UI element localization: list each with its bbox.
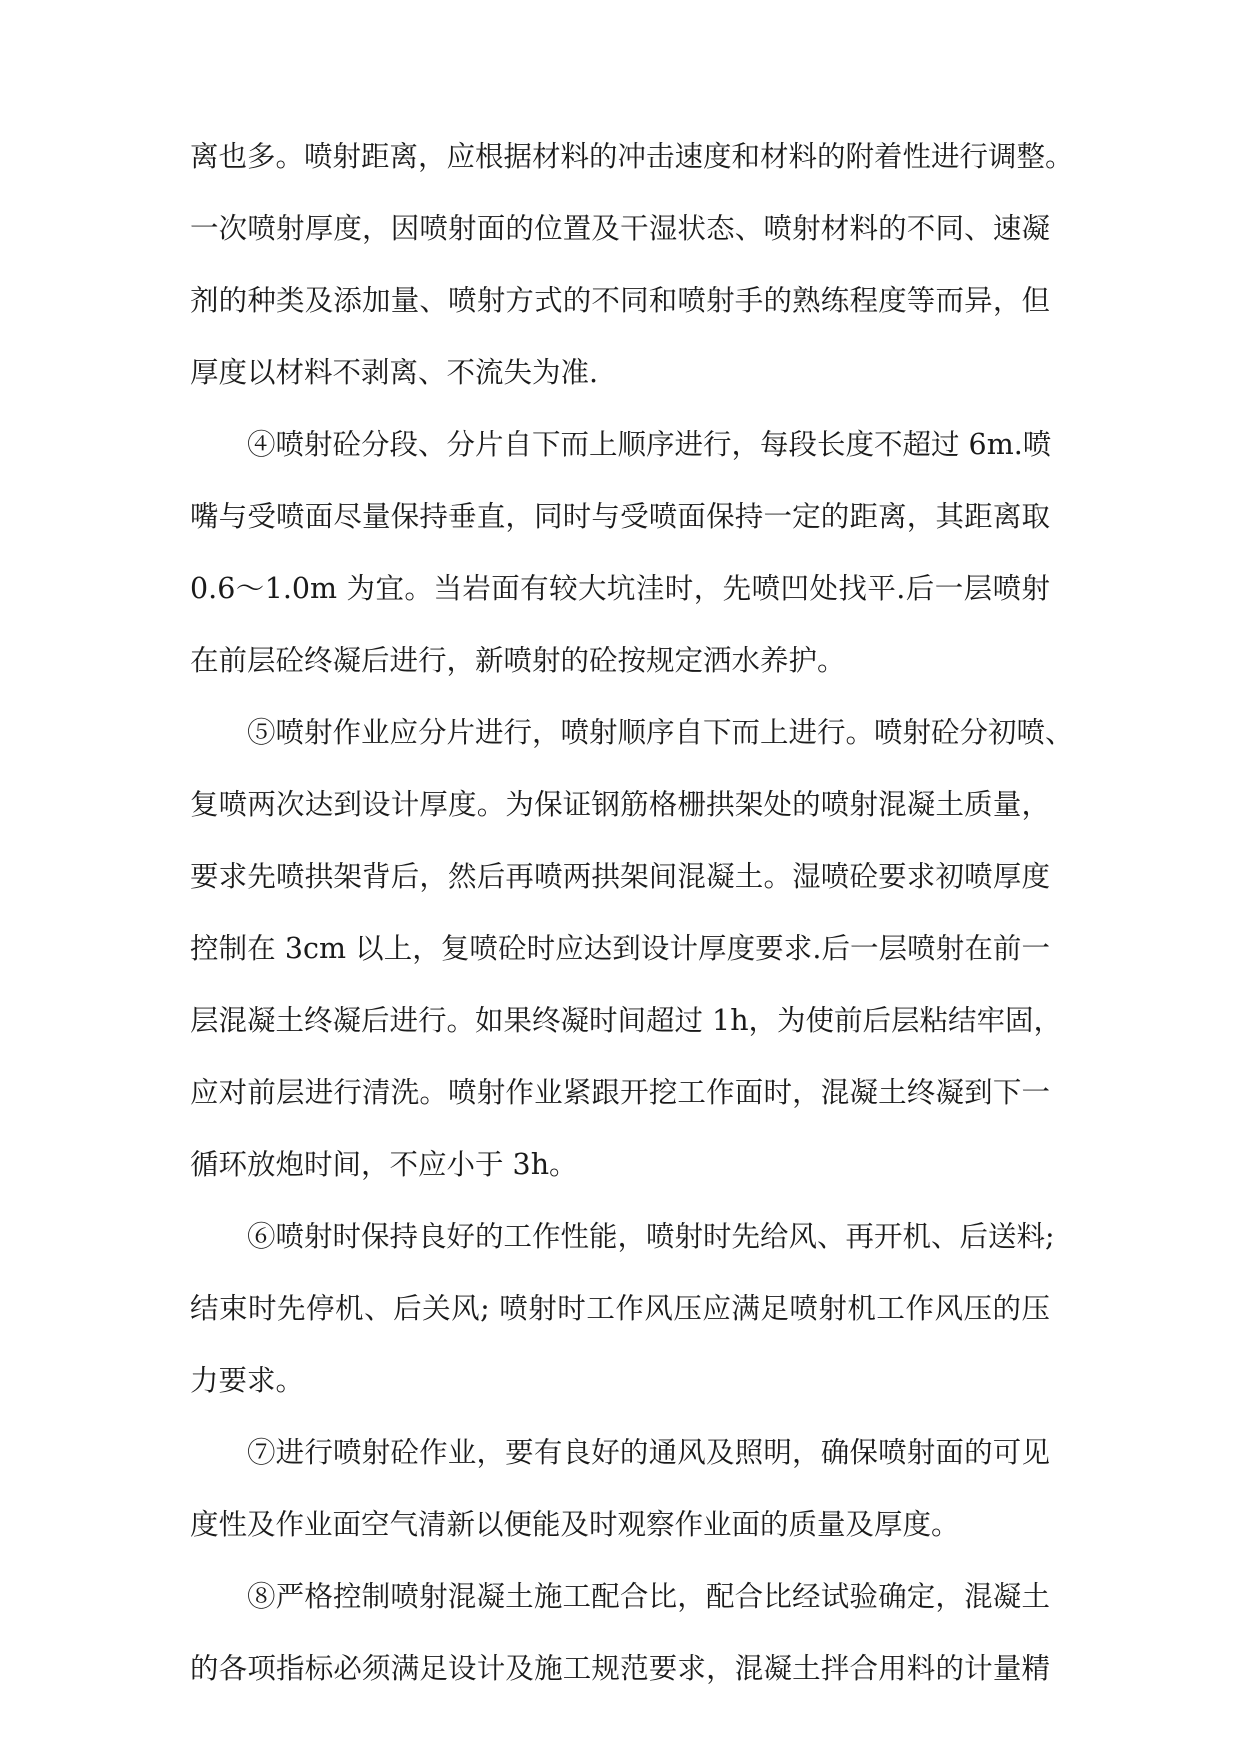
text-line: 一次喷射厚度，因喷射面的位置及干湿状态、喷射材料的不同、速凝: [190, 212, 1050, 245]
text-line: 厚度以材料不剥离、不流失为准.: [190, 356, 599, 389]
text-line: 嘴与受喷面尽量保持垂直，同时与受喷面保持一定的距离，其距离取: [190, 500, 1050, 533]
text-line: 剂的种类及添加量、喷射方式的不同和喷射手的熟练程度等而异，但: [190, 284, 1050, 317]
paragraph-start-line: ⑥喷射时保持良好的工作性能，喷射时先给风、再开机、后送料;: [247, 1220, 1055, 1253]
text-line: 力要求。: [190, 1364, 305, 1397]
paragraph-start-line: ⑦进行喷射砼作业，要有良好的通风及照明，确保喷射面的可见: [247, 1436, 1050, 1469]
text-line: 的各项指标必须满足设计及施工规范要求，混凝土拌合用料的计量精: [190, 1652, 1050, 1685]
text-line: 度性及作业面空气清新以便能及时观察作业面的质量及厚度。: [190, 1508, 960, 1541]
paragraph-start-line: ⑤喷射作业应分片进行，喷射顺序自下而上进行。喷射砼分初喷、: [247, 716, 1074, 749]
text-line: 要求先喷拱架背后，然后再喷两拱架间混凝土。湿喷砼要求初喷厚度: [190, 860, 1050, 893]
text-line: 结束时先停机、后关风; 喷射时工作风压应满足喷射机工作风压的压: [190, 1292, 1050, 1325]
text-line: 离也多。喷射距离，应根据材料的冲击速度和材料的附着性进行调整。: [190, 140, 1074, 173]
text-line: 复喷两次达到设计厚度。为保证钢筋格栅拱架处的喷射混凝土质量，: [190, 788, 1050, 821]
paragraph-start-line: ④喷射砼分段、分片自下而上顺序进行，每段长度不超过 6m.喷: [247, 428, 1052, 461]
text-line: 循环放炮时间，不应小于 3h。: [190, 1148, 578, 1181]
text-line: 控制在 3cm 以上，复喷砼时应达到设计厚度要求.后一层喷射在前一: [190, 932, 1050, 965]
paragraph-start-line: ⑧严格控制喷射混凝土施工配合比，配合比经试验确定，混凝土: [247, 1580, 1050, 1613]
text-line: 应对前层进行清洗。喷射作业紧跟开挖工作面时，混凝土终凝到下一: [190, 1076, 1050, 1109]
text-line: 层混凝土终凝后进行。如果终凝时间超过 1h，为使前后层粘结牢固，: [190, 1004, 1063, 1037]
text-line: 0.6～1.0m 为宜。当岩面有较大坑洼时，先喷凹处找平.后一层喷射: [190, 572, 1050, 605]
text-line: 在前层砼终凝后进行，新喷射的砼按规定洒水养护。: [190, 644, 846, 677]
